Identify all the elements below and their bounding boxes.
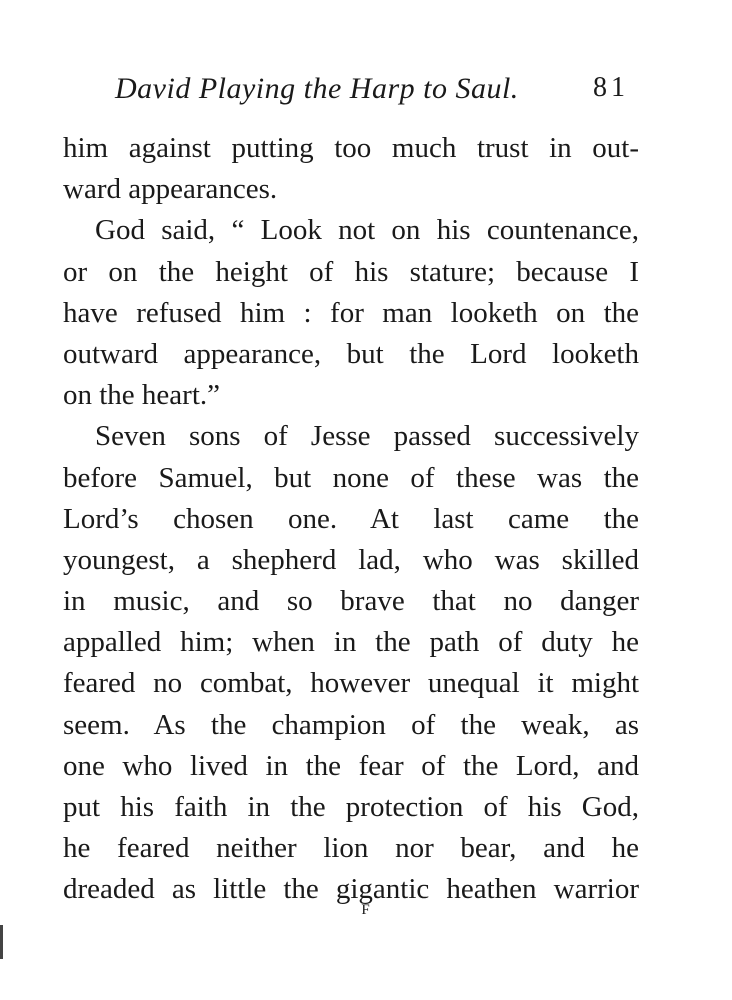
running-title: David Playing the Harp to Saul.	[115, 72, 519, 105]
text-line: on the heart.”	[63, 379, 221, 412]
text-line: ward appearances.	[63, 173, 278, 206]
text-line: he feared neither lion nor bear, and he	[63, 832, 639, 865]
page-header	[115, 72, 635, 112]
text-line: feared no combat, however unequal it might	[63, 667, 639, 700]
text-line: Seven sons of Jesse passed successively	[95, 420, 639, 453]
text-line: put his faith in the protection of his God,	[63, 791, 639, 823]
text-line: appalled him; when in the path of duty he	[63, 626, 639, 659]
text-line: outward appearance, but the Lord looketh	[63, 337, 639, 370]
text-line: youngest, a shepherd lad, who was skilled	[63, 543, 639, 576]
text-line: Lord’s chosen one. At last came the	[63, 502, 639, 535]
text-line: him against putting too much trust in out-	[63, 132, 639, 164]
body-text	[63, 128, 639, 911]
text-line: have refused him : for man looketh on the	[63, 296, 639, 329]
signature-mark: F	[361, 902, 371, 918]
page-edge-mark	[0, 925, 3, 959]
text-line: before Samuel, but none of these was the	[63, 461, 639, 494]
text-line: seem. As the champion of the weak, as	[63, 708, 639, 741]
text-line: or on the height of his stature; because I	[63, 255, 639, 288]
text-line: God said, “ Look not on his countenance,	[95, 214, 639, 247]
page-number: 81	[593, 72, 629, 103]
text-line: one who lived in the fear of the Lord, and	[63, 749, 639, 782]
text-line: dreaded as little the gigantic heathen warrior	[63, 873, 639, 906]
text-line: in music, and so brave that no danger	[63, 585, 639, 618]
